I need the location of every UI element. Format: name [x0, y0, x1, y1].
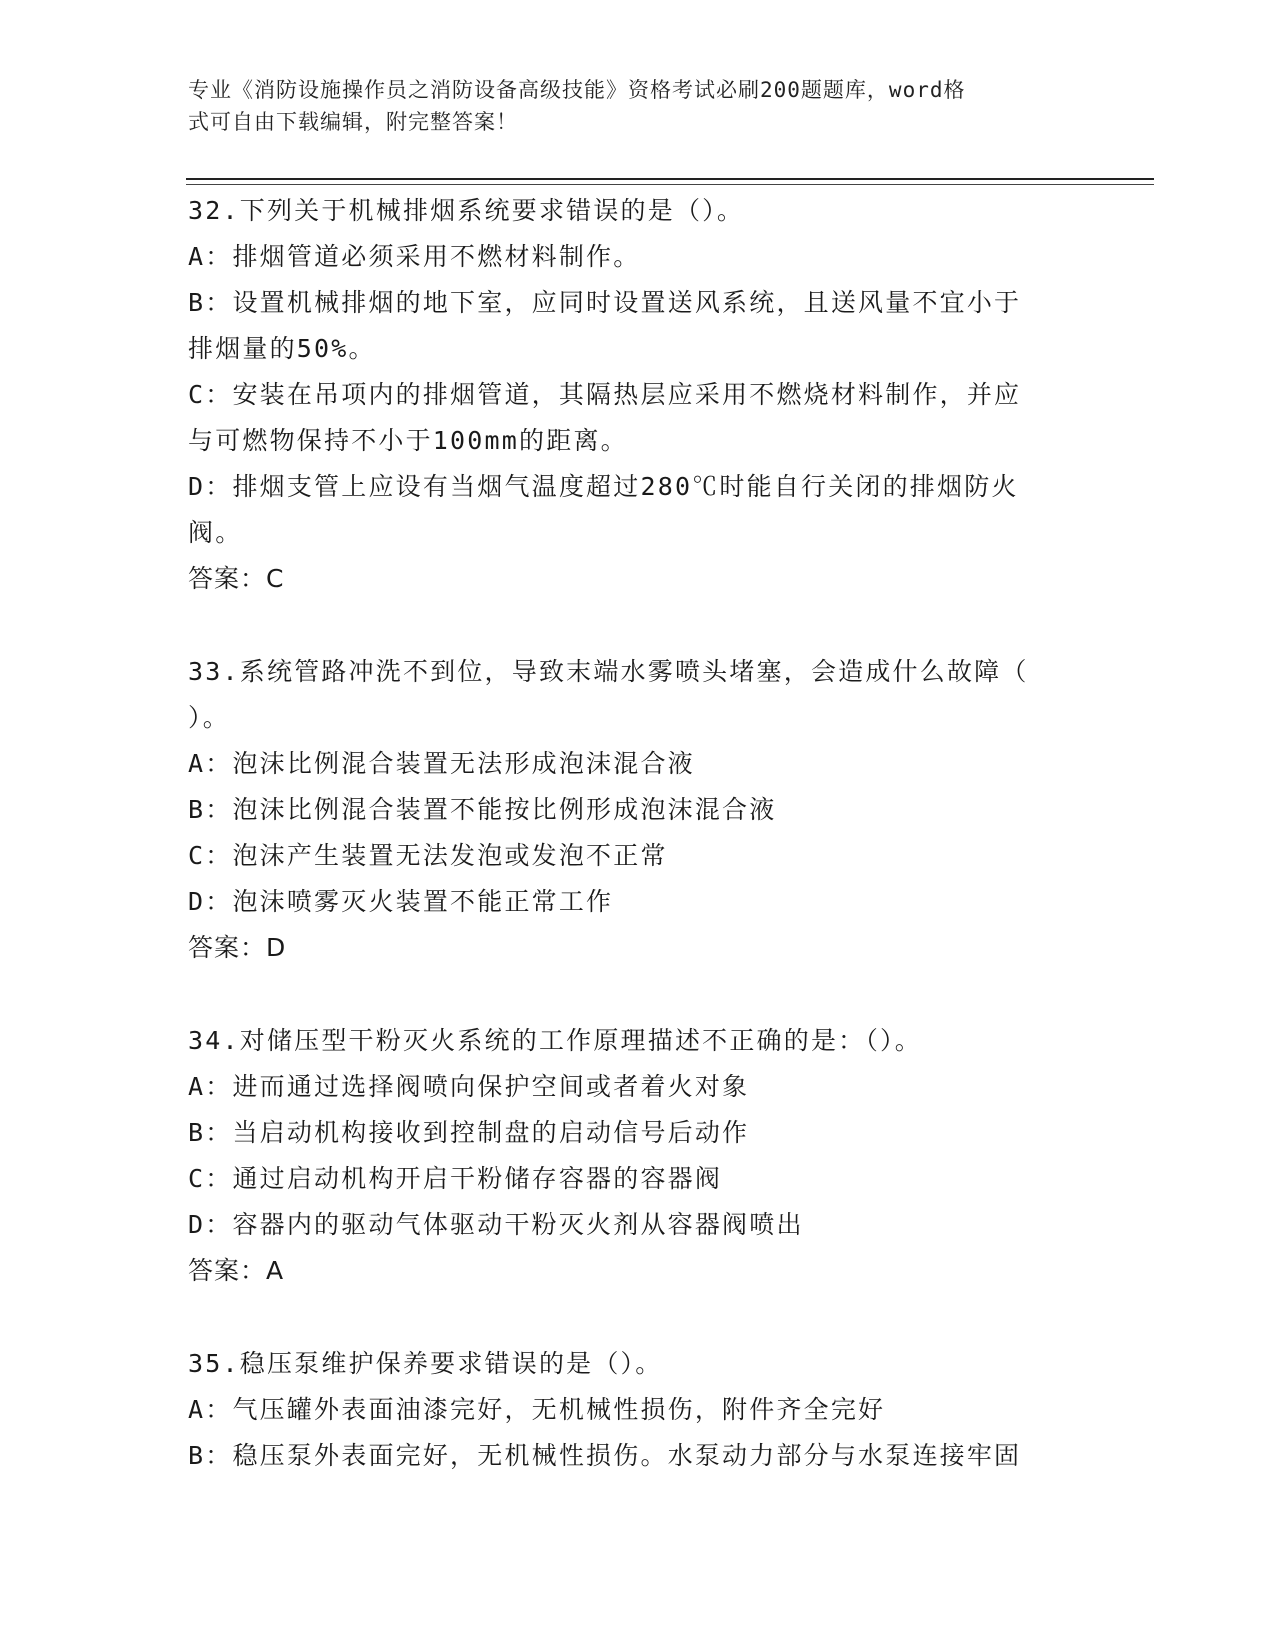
- question-block-32: [188, 188, 1088, 602]
- question-block-33: [188, 649, 1088, 971]
- option-d-continued: 阀。: [188, 518, 243, 547]
- option-a: A：进而通过选择阀喷向保护空间或者着火对象: [188, 1072, 750, 1101]
- option-a: A：气压罐外表面油漆完好，无机械性损伤，附件齐全完好: [188, 1395, 886, 1424]
- option-d: D：泡沫喷雾灭火装置不能正常工作: [188, 887, 614, 916]
- question-spacer: [188, 1294, 1088, 1341]
- option-b-continued: 排烟量的50%。: [188, 334, 376, 363]
- answer-line: 答案：A: [188, 1256, 285, 1285]
- option-b: B：泡沫比例混合装置不能按比例形成泡沫混合液: [188, 795, 777, 824]
- option-b: B：稳压泵外表面完好，无机械性损伤。水泵动力部分与水泵连接牢固: [188, 1441, 1022, 1470]
- option-b: B：设置机械排烟的地下室，应同时设置送风系统，且送风量不宜小于: [188, 288, 1022, 317]
- question-block-35: [188, 1341, 1088, 1479]
- option-d: D：排烟支管上应设有当烟气温度超过280℃时能自行关闭的排烟防火: [188, 472, 1019, 501]
- option-a: A：泡沫比例混合装置无法形成泡沫混合液: [188, 749, 695, 778]
- question-stem: 35.稳压泵维护保养要求错误的是（）。: [188, 1349, 663, 1378]
- option-c: C：泡沫产生装置无法发泡或发泡不正常: [188, 841, 668, 870]
- option-b: B：当启动机构接收到控制盘的启动信号后动作: [188, 1118, 750, 1147]
- header-divider-thick: [186, 178, 1154, 180]
- header-title-line-2: 式可自由下载编辑，附完整答案！: [188, 110, 518, 134]
- option-a: A：排烟管道必须采用不燃材料制作。: [188, 242, 641, 271]
- option-c: C：安装在吊项内的排烟管道，其隔热层应采用不燃烧材料制作，并应: [188, 380, 1022, 409]
- question-stem-continued: ）。: [188, 703, 230, 732]
- header-divider-thin: [186, 184, 1154, 185]
- question-stem: 33.系统管路冲洗不到位，导致末端水雾喷头堵塞，会造成什么故障（: [188, 657, 1029, 686]
- answer-line: 答案：C: [188, 564, 285, 593]
- question-stem: 32.下列关于机械排烟系统要求错误的是（）。: [188, 196, 745, 225]
- header-title-line-1: 专业《消防设施操作员之消防设备高级技能》资格考试必刷200题题库，word格: [188, 78, 966, 102]
- answer-line: 答案：D: [188, 933, 287, 962]
- option-c: C：通过启动机构开启干粉储存容器的容器阀: [188, 1164, 723, 1193]
- question-spacer: [188, 971, 1088, 1018]
- question-list: [188, 188, 1088, 1479]
- document-header: [188, 74, 1068, 138]
- question-spacer: [188, 602, 1088, 649]
- question-block-34: [188, 1018, 1088, 1294]
- option-d: D：容器内的驱动气体驱动干粉灭火剂从容器阀喷出: [188, 1210, 804, 1239]
- question-stem: 34.对储压型干粉灭火系统的工作原理描述不正确的是：（）。: [188, 1026, 922, 1055]
- option-c-continued: 与可燃物保持不小于100mm的距离。: [188, 426, 628, 455]
